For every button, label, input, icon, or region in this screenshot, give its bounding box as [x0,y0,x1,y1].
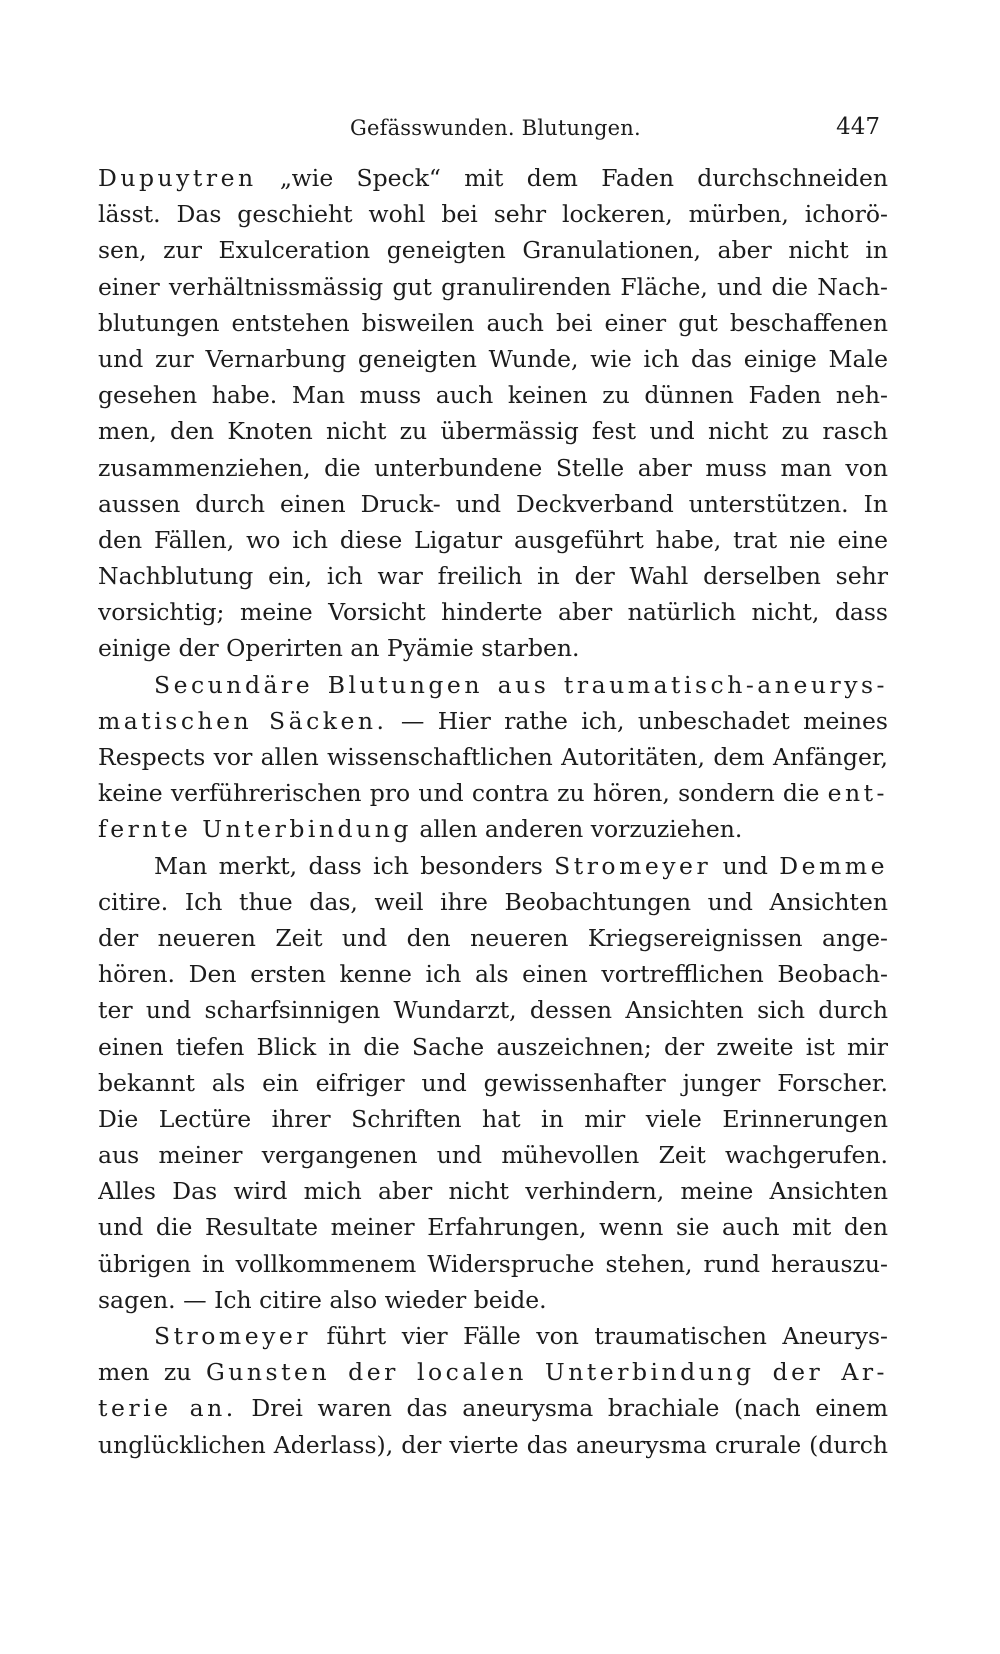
text-segment: Man merkt, dass ich besonders [154,851,555,880]
text-segment: den Fällen, wo ich diese Ligatur ausgeführt habe, trat nie eine [98,525,888,554]
spaced-emphasis: ent- [827,779,888,808]
spaced-emphasis: Secundäre Blutungen aus traumatisch-aneurys- [154,670,888,699]
text-line [98,558,888,594]
text-segment: ter und scharfsinnigen Wundarzt, dessen Ansichten sich durch [98,996,888,1025]
spaced-emphasis: terie an. [98,1394,237,1423]
text-segment: lässt. Das geschieht wohl bei sehr lockeren, mürben, ichorö- [98,200,888,229]
text-line [98,196,888,232]
text-segment: Alles Das wird mich aber nicht verhindern, meine Ansichten [98,1177,888,1206]
text-line [98,667,888,703]
running-header [350,114,880,148]
text-segment: Respects vor allen wissenschaftlichen Autoritäten, dem Anfänger, [98,743,888,771]
text-line [98,1390,888,1426]
text-line [98,594,888,630]
text-segment: sagen. — Ich citire also wieder beide. [98,1285,547,1314]
text-segment: hören. Den ersten kenne ich als einen vortrefflichen Beobach- [98,960,888,989]
text-line [98,522,888,558]
text-segment: aus meiner vergangenen und mühevollen Zeit wachgerufen. [98,1141,888,1170]
text-segment: und [711,851,780,880]
text-segment: einer verhältnissmässig gut granulirenden Fläche, und die Nach- [98,272,888,301]
spaced-emphasis: fernte Unterbindung [98,815,412,844]
text-line [98,703,888,739]
text-segment: einige der Operirten an Pyämie starben. [98,634,580,663]
text-segment: aussen durch einen Druck- und Deckverband unterstützen. In [98,489,888,518]
text-segment: men zu [98,1358,207,1387]
text-segment: unglücklichen Aderlass), der vierte das aneurysma crurale (durch [98,1430,888,1459]
spaced-emphasis: Stromeyer [154,1322,312,1350]
text-line [98,1065,888,1101]
text-line [98,956,888,992]
running-title: Gefässwunden. Blutungen. [350,116,641,140]
text-line [98,1354,888,1390]
text-line [98,377,888,413]
text-segment: — Hier rathe ich, unbeschadet meines [387,706,888,735]
text-line [98,1427,888,1463]
text-segment: Die Lectüre ihrer Schriften hat in mir viele Erinnerungen [98,1104,888,1133]
text-segment: Nachblutung ein, ich war freilich in der Wahl derselben sehr [98,562,888,591]
text-line [98,1318,888,1354]
text-line [98,811,888,847]
text-line [98,269,888,305]
text-segment: vorsichtig; meine Vorsicht hinderte aber natürlich nicht, dass [98,598,888,627]
text-line [98,630,888,666]
text-line [98,775,888,811]
text-line [98,232,888,268]
text-segment: keine verführerischen pro und contra zu hören, sondern die [98,779,828,808]
spaced-emphasis: Stromeyer [554,851,712,880]
text-line [98,1029,888,1065]
text-segment: einen tiefen Blick in die Sache auszeichnen; der zweite ist mir [98,1032,888,1061]
text-segment: citire. Ich thue das, weil ihre Beobachtungen und Ansichten [98,887,888,916]
text-segment: und die Resultate meiner Erfahrungen, wenn sie auch mit den [98,1213,888,1242]
text-segment: und zur Vernarbung geneigten Wunde, wie ich das einige Male [98,344,888,373]
spaced-emphasis: matischen Säcken. [98,706,388,735]
text-segment: übrigen in vollkommenem Widerspruche stehen, rund herauszu- [98,1249,888,1278]
text-line [98,450,888,486]
text-line [98,305,888,341]
text-line [98,884,888,920]
text-line [98,413,888,449]
text-line [98,1137,888,1173]
text-line [98,160,888,196]
text-line [98,1282,888,1318]
text-line [98,992,888,1028]
spaced-emphasis: Dupuytren [98,164,257,192]
text-segment: sen, zur Exulceration geneigten Granulationen, aber nicht in [98,236,888,265]
body-text [98,160,888,1463]
text-line [98,920,888,956]
text-line [98,739,888,775]
text-segment: allen anderen vorzuziehen. [411,815,743,844]
text-segment: Drei waren das aneurysma brachiale (nach einem [236,1394,888,1423]
text-line [98,1209,888,1245]
text-segment: „wie Speck“ mit dem Faden durchschneiden [256,164,888,192]
spaced-emphasis: Demme [779,851,888,880]
text-segment: gesehen habe. Man muss auch keinen zu dünnen Faden neh- [98,381,888,410]
page-number: 447 [836,114,880,140]
text-line [98,848,888,884]
text-segment: men, den Knoten nicht zu übermässig fest und nicht zu rasch [98,417,888,446]
text-segment: führt vier Fälle von traumatischen Aneurys- [311,1322,888,1350]
text-line [98,1246,888,1282]
spaced-emphasis: Gunsten der localen Unterbindung der Ar- [206,1358,888,1387]
text-segment: bekannt als ein eifriger und gewissenhafter junger Forscher. [98,1068,888,1097]
text-line [98,1173,888,1209]
text-segment: der neueren Zeit und den neueren Kriegsereignissen ange- [98,923,888,952]
text-line [98,1101,888,1137]
text-segment: blutungen entstehen bisweilen auch bei einer gut beschaffenen [98,308,888,337]
text-segment: zusammenziehen, die unterbundene Stelle aber muss man von [98,453,888,482]
text-line [98,486,888,522]
text-line [98,341,888,377]
